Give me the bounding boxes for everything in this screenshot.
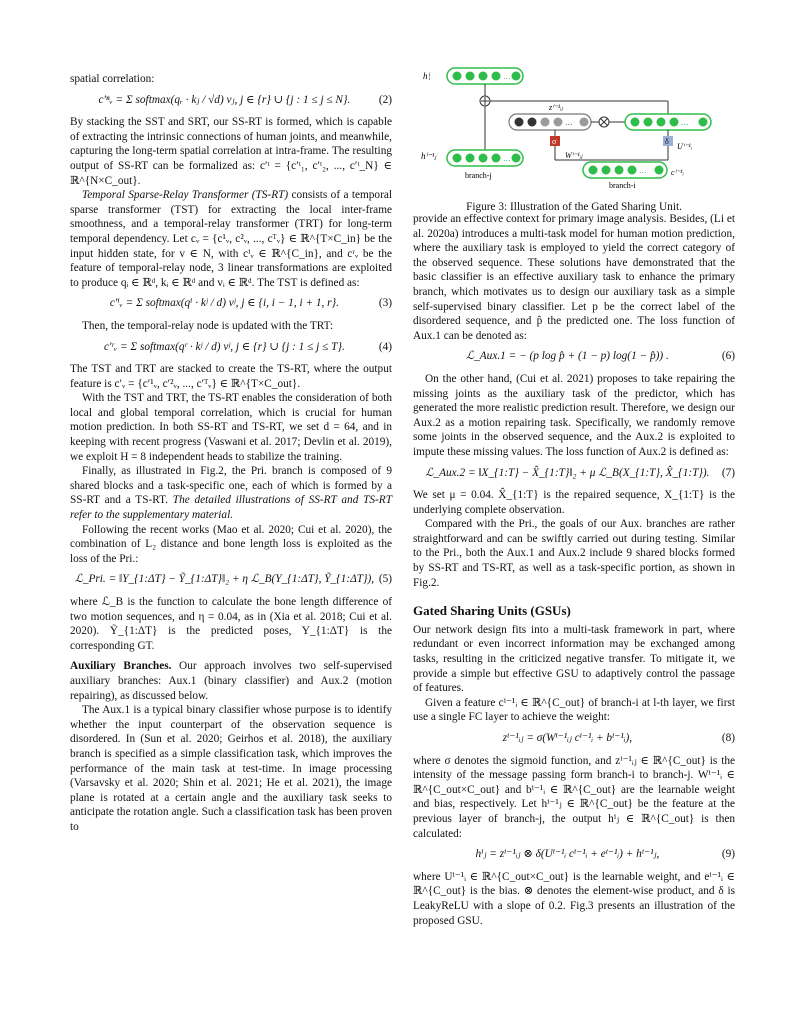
node (602, 166, 611, 175)
dots: ... (503, 154, 511, 163)
equation-number: (4) (378, 340, 392, 353)
equation-4 (70, 340, 392, 355)
equation-body: zⁱ⁻¹ᵢⱼ = σ(Wⁱ⁻¹ᵢⱼ cⁱ⁻¹ᵢ + bⁱ⁻¹ᵢ), (502, 732, 633, 744)
node (515, 118, 524, 127)
equation-number: (5) (378, 573, 392, 586)
paragraph: where Uⁱ⁻¹ᵢ ∈ ℝ^{C_out×C_out} is the learnable weight, and eⁱ⁻¹ᵢ ∈ ℝ^{C_out} is the bias. ⊗ denotes the element-wise product, and δ is LeakyReLU with a slope of 0.2. Fig.3 presents an illustration of the proposed GSU. (413, 870, 735, 927)
equation-body: ℒ_Aux.1 = − (p log p̂ + (1 − p) log(1 − p̂)) . (466, 350, 669, 363)
section-heading: Gated Sharing Units (GSUs) (413, 603, 571, 619)
paragraph: Given a feature cⁱ⁻¹ᵢ ∈ ℝ^{C_out} of branch-i at l-th layer, we first use a single FC layer to achieve the weight: (413, 696, 735, 724)
equation-body: ℒ_Pri. = ‖Y_{1:ΔT} − Ỹ_{1:ΔT}‖₂ + η ℒ_B(Y_{1:ΔT}, Ỹ_{1:ΔT}), (74, 573, 375, 586)
equation-8 (413, 731, 735, 746)
paragraph (70, 188, 392, 290)
node (670, 118, 679, 127)
runin-heading: Auxiliary Branches. (70, 660, 172, 673)
delta-label: δ (665, 137, 669, 146)
paragraph (70, 464, 392, 522)
paragraph: Following the recent works (Mao et al. 2020; Cui et al. 2020), the combination of L₂ distance and bone length loss is exploited as the loss of the Pri.: (70, 523, 392, 565)
paragraph: The Aux.1 is a typical binary classifier whose purpose is to identify whether the input counterpart of the observation sequence is disordered. In (Sun et al. 2020; Geirhos et al. 2018), the auxiliary branch is specified as a simple classification task, which improves the performance of the main task at test-time. In image processing (Varsavsky et al. 2020; Shin et al. 2021; He et al. 2021), the image plane is rotated at a certain angle and the auxiliary task seeks to anticipate the rotation angle. Such a classification task has been proven to (70, 704, 392, 833)
node (453, 72, 462, 81)
italic-text: The detailed illustrations of SS-RT and TS-RT refer to the supplementary material. (70, 494, 392, 522)
paragraph: On the other hand, (Cui et al. 2021) proposes to take repairing the missing joints as the auxiliary task of the predictor, which has generated the more realistic prediction result. Therefore, we design our Aux.2 as a motion repairing task. Specifically, we randomly remove some joints in the observed sequence, and the Aux.2 is exploited to impute these missing values. The loss function of Aux.2 is defined as: (413, 372, 735, 458)
node (479, 72, 488, 81)
node (580, 118, 589, 127)
equation-3 (70, 296, 392, 311)
equation-9 (413, 847, 735, 862)
equation-2 (70, 93, 392, 108)
node (466, 72, 475, 81)
equation-6 (413, 349, 735, 364)
node (615, 166, 624, 175)
node (644, 118, 653, 127)
figure-caption: Figure 3: Illustration of the Gated Sharing Unit. (466, 201, 682, 213)
paragraph (70, 659, 392, 703)
paragraph: We set μ = 0.04. X̂_{1:T} is the repaired sequence, X_{1:T} is the underlying complete observation. (413, 489, 735, 516)
paragraph-text: Our approach involves two self-supervised auxiliary branches: Aux.1 (binary classifier) and Aux.2 (motion repairing), as discussed below. (70, 660, 393, 702)
equation-body: c′ⁱᵥ = Σ softmax(qⁱ · kʲ / d) vʲ, j ∈ {i, i − 1, i + 1, r}. (109, 297, 339, 310)
paragraph: Then, the temporal-relay node is updated with the TRT: (82, 319, 334, 332)
equation-number: (2) (378, 93, 392, 106)
node (512, 72, 521, 81)
node (512, 154, 521, 163)
paragraph: By stacking the SST and SRT, our SS-RT is formed, which is capable of extracting the intrinsic connections of human joints, and meanwhile, capturing the long-term spatial correlation at intra-frame. The resulting output of SS-RT can be formalized as: c′ᵗ = {c′ᵗ₁, c′ᵗ₂, ..., c′ᵗ_N} ∈ ℝ^{N×C_out}. (70, 116, 392, 187)
paragraph: spatial correlation: (70, 73, 155, 85)
equation-number: (7) (721, 466, 735, 479)
node (655, 166, 664, 175)
label-h-out: hⁱᵢ (423, 71, 431, 81)
equation-7 (413, 466, 735, 481)
node (699, 118, 708, 127)
node (492, 154, 501, 163)
label-h-in: hⁱ⁻¹ⱼ (421, 151, 437, 161)
inline-label: Temporal Sparse-Relay Transformer (TS-RT) (82, 189, 289, 202)
node (541, 118, 550, 127)
node (528, 118, 537, 127)
equation-number: (9) (721, 848, 735, 861)
paragraph: With the TST and TRT, the TS-RT enables the consideration of both local and global temporal correlation, which is crucial for human motion prediction. In both SS-RT and TS-RT, we set d = 64, and in keeping with recent progress (Vaswani et al. 2017; Devlin et al. 2019), we exploit H = 8 independent heads to stabilize the training. (70, 392, 392, 463)
right-column (413, 212, 735, 928)
label-c: cⁱ⁻¹ᵢ (671, 168, 684, 177)
gsu-diagram (413, 62, 735, 194)
equation-body: c′ⁿᵥ = Σ softmax(qᵣ · kⱼ / √d) vⱼ, j ∈ {r} ∪ {j : 1 ≤ j ≤ N}. (98, 93, 351, 106)
paragraph: Our network design fits into a multi-task framework in part, where redundant or even incorrect information may be exchanged among tasks, resulting in the criticized negative transfer. To mitigate it, we provide a simple but effective GSU to adaptively control the passage of features. (413, 623, 735, 695)
paragraph: where ℒ_B is the function to calculate the bone length difference of two motion sequences, and η = 0.04, as in (Xia et al. 2018; Cui et al. 2020). Ỹ_{1:ΔT} is the predicted poses, Y_{1:ΔT} is the corresponding GT. (70, 596, 392, 652)
label-w: Wⁱ⁻¹ᵢⱼ (565, 151, 583, 160)
figure-3 (413, 62, 735, 213)
node (479, 154, 488, 163)
dots: ... (681, 118, 689, 127)
dots: ... (565, 118, 573, 127)
node (554, 118, 563, 127)
equation-body: hⁱⱼ = zⁱ⁻¹ᵢⱼ ⊗ δ(Uⁱ⁻¹ᵢ cⁱ⁻¹ᵢ + eⁱ⁻¹ᵢ) + hⁱ⁻¹ⱼ, (475, 848, 660, 861)
dots: ... (503, 72, 511, 81)
node (453, 154, 462, 163)
label-branch-i: branch-i (609, 181, 636, 190)
output-nodes (453, 72, 521, 82)
equation-5 (70, 572, 392, 587)
label-u: Uⁱ⁻¹ᵢ (677, 142, 693, 151)
equation-number: (6) (721, 350, 735, 363)
paragraph-text: consists of a temporal sparse transformer (TST) for extracting the local inter-frame smoothness, and a temporal-relay transformer (TRT) for long-term temporal dependency. Let cᵥ = {c¹ᵥ, c²ᵥ, ..., cᵀᵥ} ∈ ℝ^{T×C_in} be the input hidden state, for v ∈ N, with cⁱᵥ ∈ ℝ^{C_in}, and cʳᵥ be the feature of temporal-relay node, 3 linear transformations are exploited to produce qᵢ ∈ ℝᵈ, kᵢ ∈ ℝᵈ and vᵢ ∈ ℝᵈ. The TST is defined as: (70, 189, 392, 289)
node (492, 72, 501, 81)
node (466, 154, 475, 163)
equation-number: (3) (378, 297, 392, 310)
paragraph: where σ denotes the sigmoid function, and zⁱ⁻¹ᵢⱼ ∈ ℝ^{C_out} is the intensity of the message passing form branch-i to branch-j. Wⁱ⁻¹ᵢ ∈ ℝ^{C_out×C_out} and bⁱ⁻¹ᵢ ∈ ℝ^{C_out} are the learnable weight and bias, respectively. Let hⁱ⁻¹ⱼ ∈ ℝ^{C_out} be the feature at the previous layer of branch-j, the output hⁱⱼ ∈ ℝ^{C_out} is then calculated: (413, 754, 735, 840)
equation-body: c′ʳᵥ = Σ softmax(qʳ · kʲ / d) vʲ, j ∈ {r} ∪ {j : 1 ≤ j ≤ T}. (104, 340, 345, 353)
paragraph: Compared with the Pri., the goals of our Aux. branches are rather straightforward and can be swiftly carried out during testing. Similar to the Pri., both the Aux.1 and Aux.2 include 9 shared blocks formed by SS-RT and TS-RT, as well as a task-specific portion, as shown in Fig.2. (413, 518, 735, 589)
paragraph-text: Finally, as illustrated in Fig.2, the Pri. branch is composed of 9 shared blocks and a task-specific one, each of which is formed by a SS-RT and a TS-RT. (70, 465, 392, 507)
label-z: zⁱ⁻¹ᵢⱼ (549, 103, 563, 112)
equation-body: ℒ_Aux.2 = ‖X_{1:T} − X̂_{1:T}‖₂ + μ ℒ_B(X_{1:T}, X̂_{1:T}). (425, 466, 710, 479)
paragraph: The TST and TRT are stacked to create the TS-RT, where the output feature is c′ᵥ = {c′¹ᵥ, c′²ᵥ, ..., c′ᵀᵥ} ∈ ℝ^{T×C_out}. (70, 363, 392, 390)
paragraph: provide an effective context for primary image analysis. Besides, (Li et al. 2020a) introduces a multi-task model for human motion prediction, where the auxiliary task is employed to yield the correct category of the observed sequence. These solutions have demonstrated that the basic classifier is an effective auxiliary task to enhance the primary branch, which motivates us to design our auxiliary task as a simple self-supervised binary classifier. Let p be the correct label of the disordered sequence, and p̂ the predicted one. The loss function of Aux.1 can be denoted as: (413, 213, 735, 342)
node (628, 166, 637, 175)
label-branch-j: branch-j (465, 171, 492, 180)
node (589, 166, 598, 175)
equation-number: (8) (721, 732, 735, 744)
node (631, 118, 640, 127)
node (657, 118, 666, 127)
left-column (70, 72, 392, 835)
dots: ... (639, 166, 647, 175)
sigma-label: σ (552, 137, 557, 146)
